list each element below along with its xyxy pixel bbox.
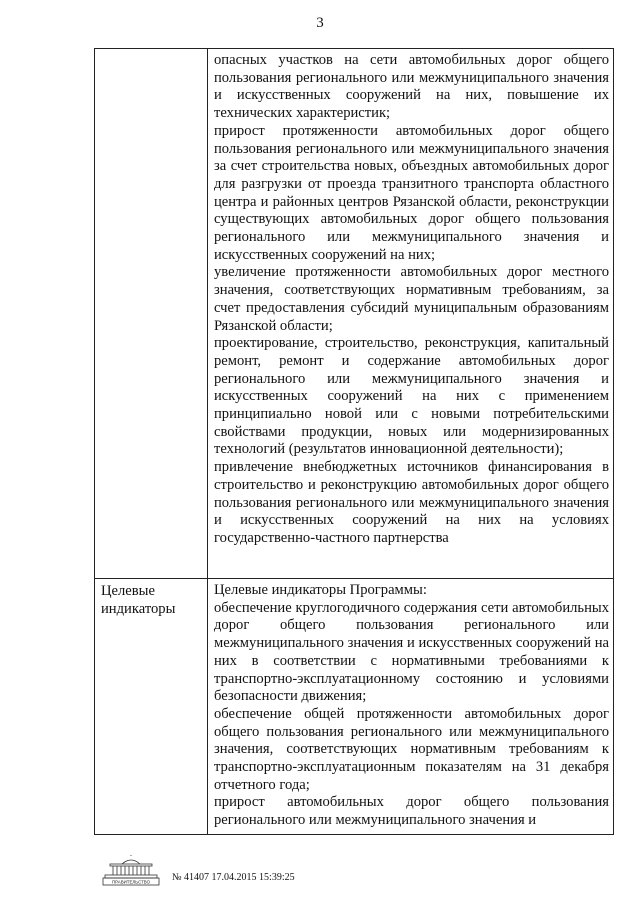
program-table [94, 48, 614, 835]
table-row [95, 49, 614, 579]
paragraph: опасных участков на сети автомобильных дорог общего пользования регионального или межмуниципального значения и искусственных сооружений на них, повышение их технических характеристик; [214, 52, 609, 122]
stamp-caption: ПРАВИТЕЛЬСТВО [112, 879, 150, 885]
row-label-cell [95, 579, 208, 835]
table-row [95, 579, 614, 835]
document-timestamp: 17.04.2015 15:39:25 [211, 872, 295, 883]
paragraph: обеспечение круглогодичного содержания сети автомобильных дорог общего пользования регионального или межмуниципального значения и искусственных сооружений на них в соответствии с нормативными требованиями к транспортно-эксплуатационному состоянию и условиями безопасности движения; [214, 599, 609, 705]
paragraph: привлечение внебюджетных источников финансирования в строительство и реконструкцию автомобильных дорог общего пользования регионального или межмуниципального значения и искусственных сооружений на них на условиях государственно-частного партнерства [214, 459, 609, 546]
document-footer [100, 855, 500, 887]
row-content-cell [208, 579, 614, 835]
document-number: № 41407 [172, 872, 210, 883]
paragraph: обеспечение общей протяженности автомобильных дорог общего пользования регионального или межмуниципального значения, соответствующих нормативным требованиям к транспортно-эксплуатационным показателям на 31 декабря отчетного года; [214, 705, 609, 793]
paragraph: прирост автомобильных дорог общего пользования регионального или межмуниципального значения и [214, 794, 609, 829]
paragraph: прирост протяженности автомобильных дорог общего пользования регионального или межмуниципального значения за счет строительства новых, объездных автомобильных дорог для разгрузки от проезда транзитного транспорта областного центра и районных центров Рязанской области, реконструкции существующих автомобильных дорог общего пользования регионального или межмуниципального значения и искусственных сооружений на них; [214, 122, 609, 263]
paragraph: проектирование, строительство, реконструкция, капитальный ремонт, ремонт и содержание автомобильных дорог регионального или межмуниципального значения и искусственных сооружений на них с применением принципиально новой или с новыми потребительскими свойствами продукции, новых или модернизированных технологий (результатов инновационной деятельности); [214, 335, 609, 458]
paragraph: Целевые индикаторы Программы: [214, 582, 427, 598]
row-label-cell [95, 49, 208, 579]
row-label [95, 49, 207, 53]
row-label: Целевые индикаторы [101, 583, 176, 617]
government-building-stamp-icon [100, 855, 162, 887]
row-content-cell [208, 49, 614, 579]
document-registration-info [172, 872, 295, 883]
page-number: 3 [316, 15, 324, 31]
paragraph: увеличение протяженности автомобильных дорог местного значения, соответствующих нормативным требованиям, за счет предоставления субсидий муниципальным образованиям Рязанской области; [214, 264, 609, 334]
